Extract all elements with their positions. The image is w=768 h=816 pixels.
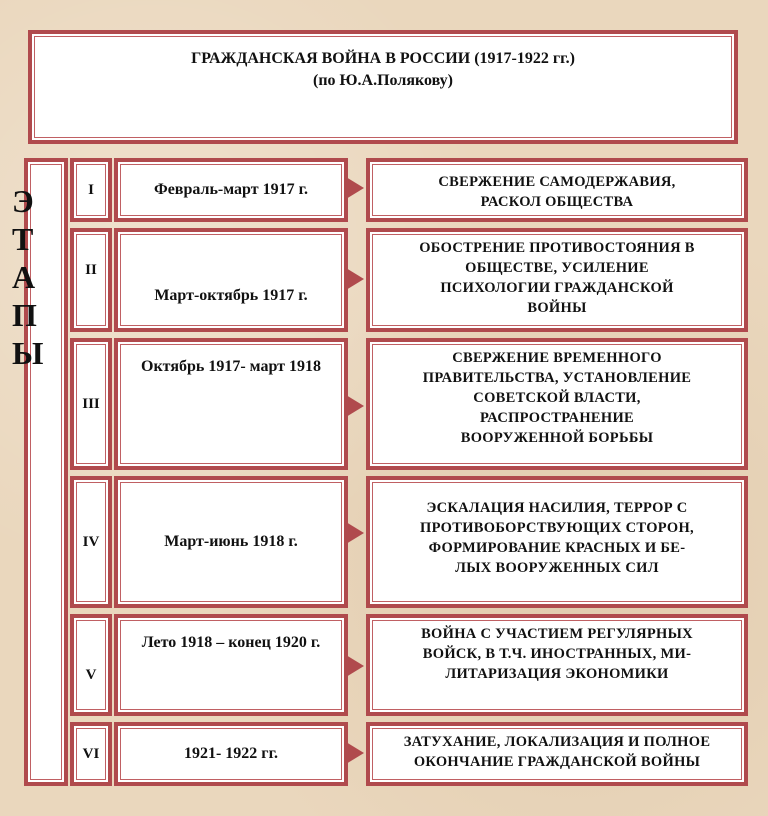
side-letter: Ы [12, 335, 44, 371]
side-letter: А [12, 259, 36, 295]
stage-period: Март-октябрь 1917 г. [114, 228, 348, 332]
stage-arrow [346, 395, 364, 417]
stage-description [366, 158, 748, 222]
stage-arrow [346, 268, 364, 290]
desc-line: СВЕРЖЕНИЕ САМОДЕРЖАВИЯ, [438, 174, 676, 190]
stage-number: I [70, 158, 112, 222]
stage-description [366, 722, 748, 786]
side-letter: Т [12, 221, 34, 257]
desc-line: ЛИТАРИЗАЦИЯ ЭКОНОМИКИ [445, 666, 669, 682]
desc-line: ЗАТУХАНИЕ, ЛОКАЛИЗАЦИЯ И ПОЛНОЕ [403, 734, 711, 750]
stage-number: VI [70, 722, 112, 786]
stage-period: Октябрь 1917- март 1918 [114, 338, 348, 470]
desc-line: ВОЙСК, В Т.Ч. ИНОСТРАННЫХ, МИ- [422, 646, 692, 662]
desc-line: ВОЙНА С УЧАСТИЕМ РЕГУЛЯРНЫХ [421, 626, 693, 642]
side-letter: Э [12, 183, 34, 219]
stage-description [366, 476, 748, 608]
stage-description [366, 228, 748, 332]
stage-arrow [346, 177, 364, 199]
stage-number: V [70, 614, 112, 716]
desc-line: ОБОСТРЕНИЕ ПРОТИВОСТОЯНИЯ В [419, 240, 695, 256]
desc-line: ПРОТИВОБОРСТВУЮЩИХ СТОРОН, [420, 520, 694, 536]
desc-line: ФОРМИРОВАНИЕ КРАСНЫХ И БЕ- [428, 540, 686, 556]
desc-line: ВООРУЖЕННОЙ БОРЬБЫ [460, 430, 654, 446]
stage-period: 1921- 1922 гг. [114, 722, 348, 786]
stage-arrow [346, 522, 364, 544]
desc-line: РАСПРОСТРАНЕНИЕ [479, 410, 635, 426]
desc-line: ПРАВИТЕЛЬСТВА, УСТАНОВЛЕНИЕ [422, 370, 692, 386]
page-title: ГРАЖДАНСКАЯ ВОЙНА В РОССИИ (1917-1922 гг.) [191, 50, 575, 67]
stage-arrow [346, 655, 364, 677]
stage-number: III [70, 338, 112, 470]
side-letter: П [12, 297, 37, 333]
stage-description [366, 614, 748, 716]
desc-line: ПСИХОЛОГИИ ГРАЖДАНСКОЙ [440, 280, 674, 296]
page-subtitle: (по Ю.А.Полякову) [312, 72, 453, 89]
desc-line: ЭСКАЛАЦИЯ НАСИЛИЯ, ТЕРРОР С [426, 500, 688, 516]
desc-line: ОКОНЧАНИЕ ГРАЖДАНСКОЙ ВОЙНЫ [413, 754, 701, 770]
desc-line: СОВЕТСКОЙ ВЛАСТИ, [473, 390, 641, 406]
stage-description [366, 338, 748, 470]
stage-number: II [70, 228, 112, 332]
stage-period: Февраль-март 1917 г. [114, 158, 348, 222]
desc-line: СВЕРЖЕНИЕ ВРЕМЕННОГО [452, 350, 662, 366]
stage-number: IV [70, 476, 112, 608]
desc-line: ОБЩЕСТВЕ, УСИЛЕНИЕ [465, 260, 649, 276]
stage-period: Март-июнь 1918 г. [114, 476, 348, 608]
title-box [28, 30, 738, 144]
desc-line: ЛЫХ ВООРУЖЕННЫХ СИЛ [455, 560, 659, 576]
stage-arrow [346, 742, 364, 764]
stage-period: Лето 1918 – конец 1920 г. [114, 614, 348, 716]
desc-line: ВОЙНЫ [527, 300, 587, 316]
desc-line: РАСКОЛ ОБЩЕСТВА [480, 194, 634, 210]
stages-side-label [12, 182, 72, 372]
